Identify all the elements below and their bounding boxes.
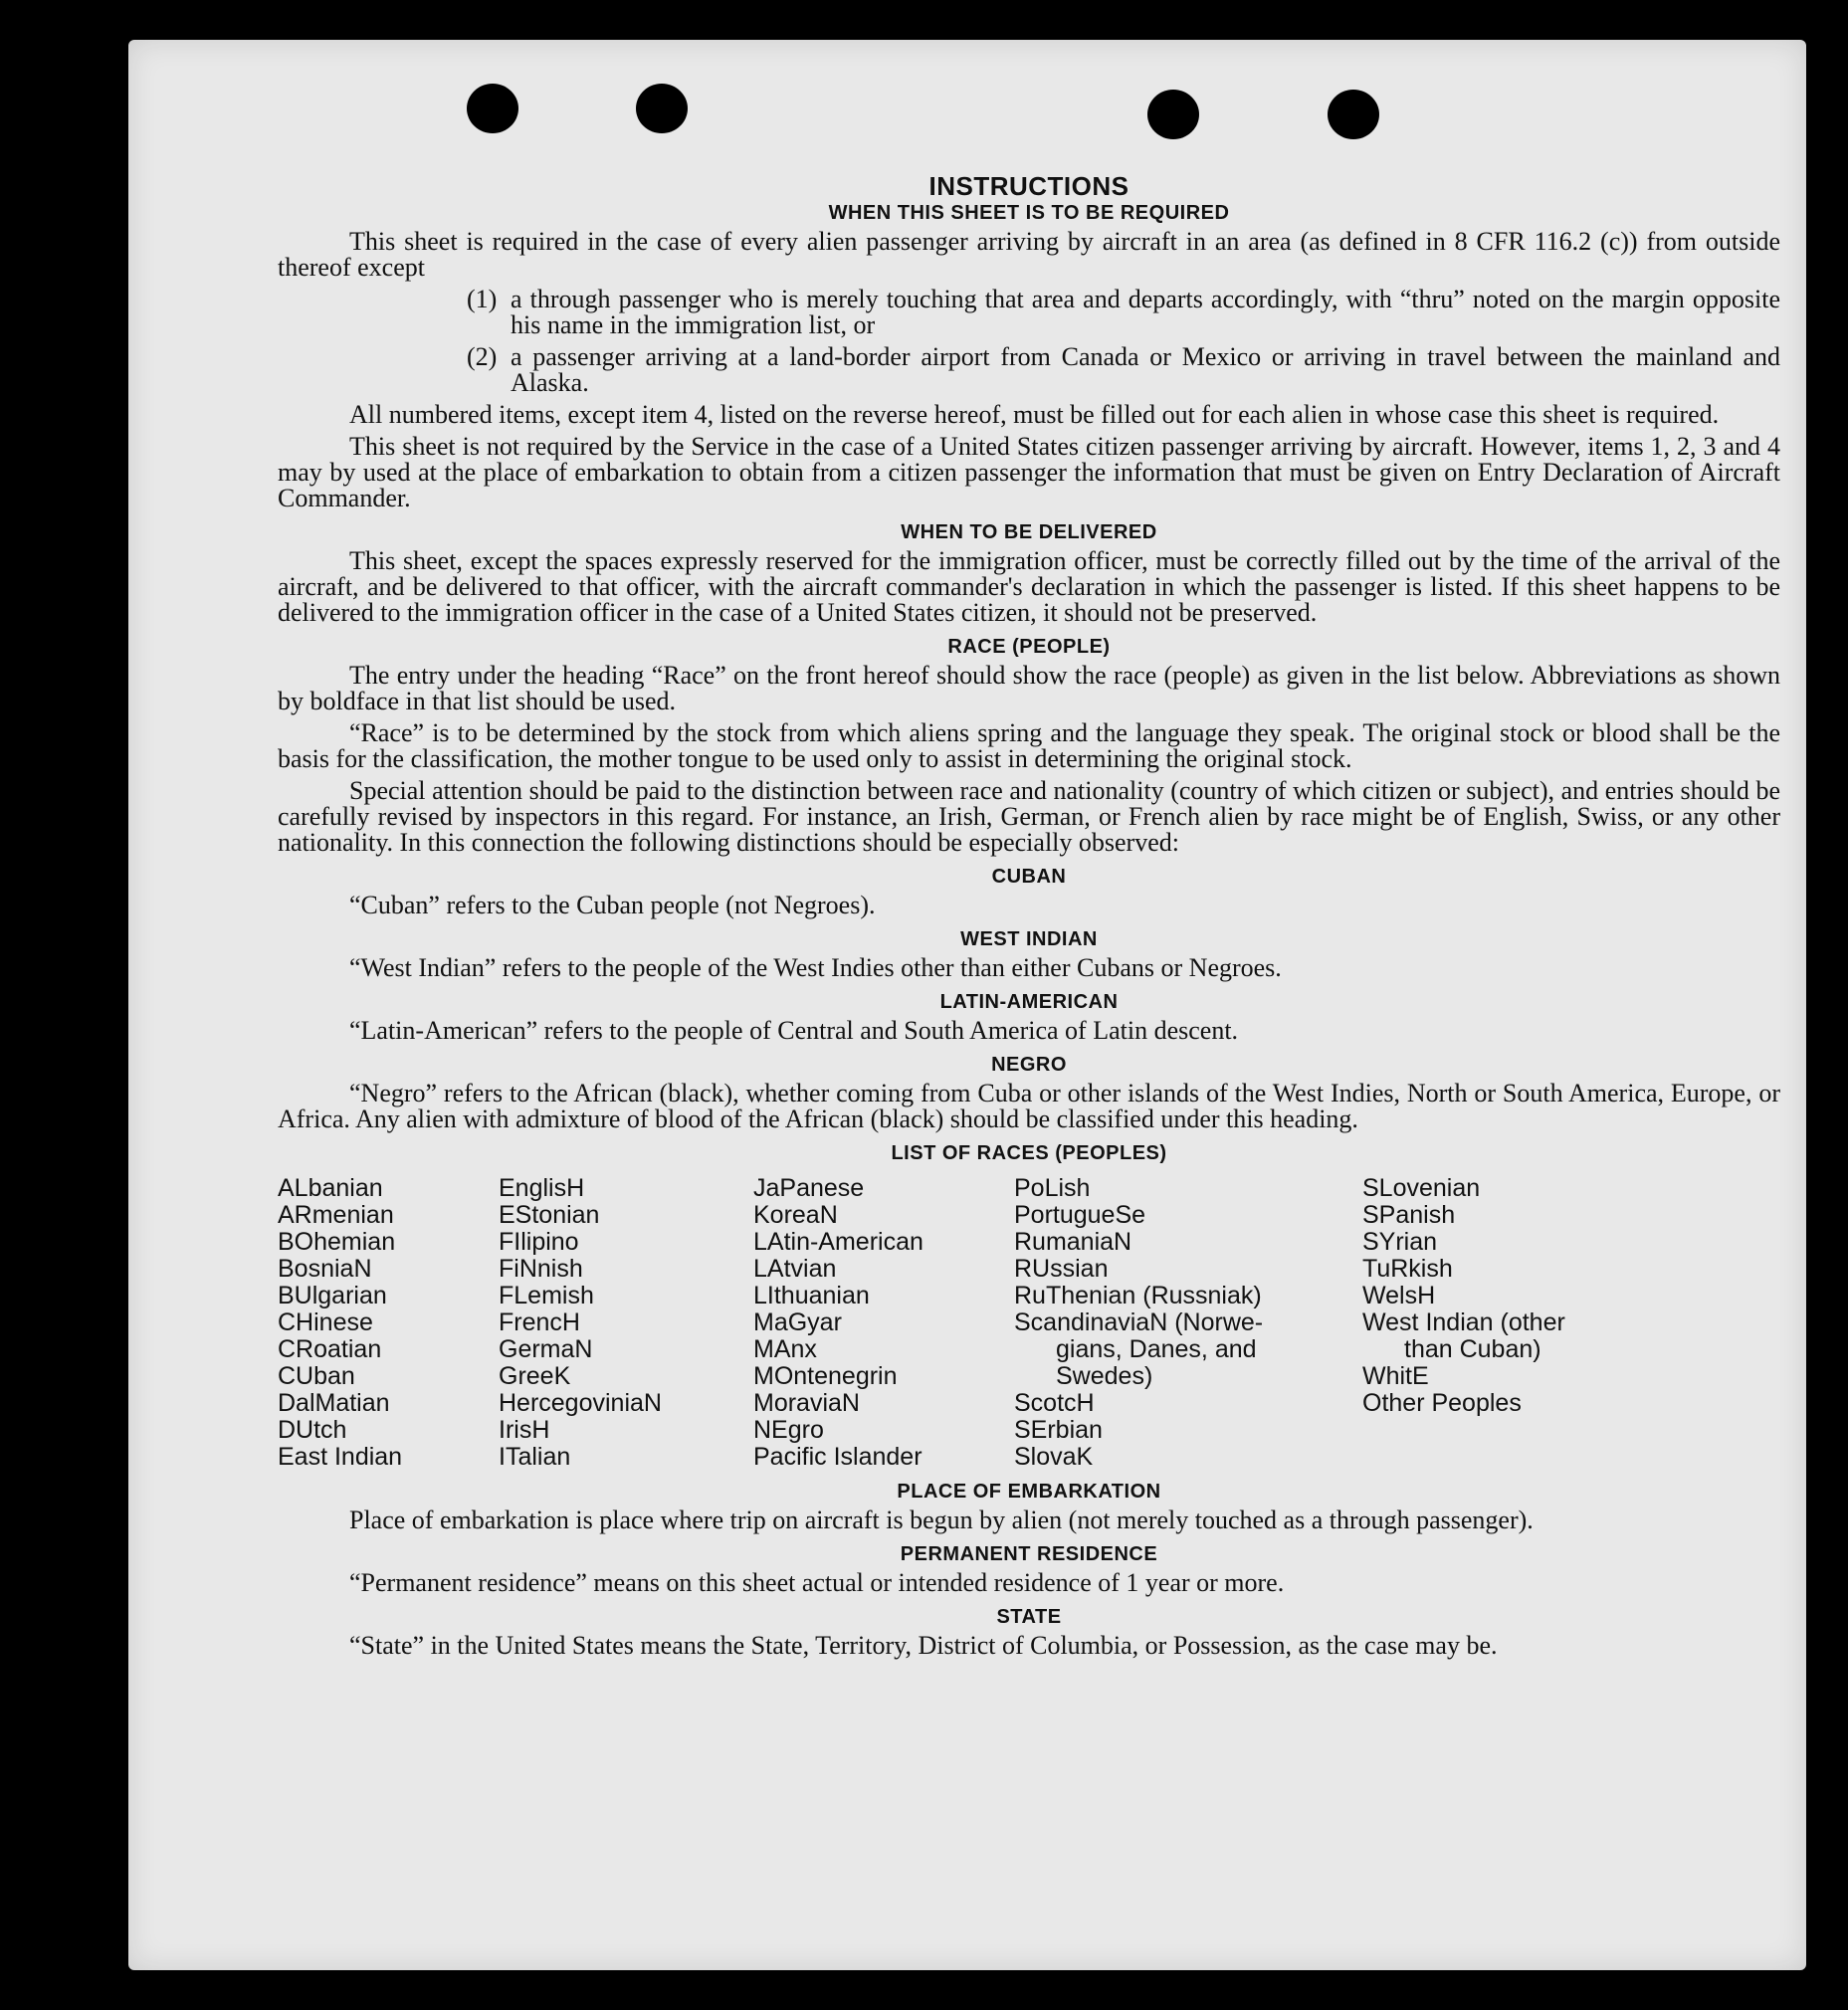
race-entry: WelsH bbox=[1362, 1282, 1436, 1309]
race-entry: than Cuban) bbox=[1404, 1335, 1541, 1363]
race-entry: MAnx bbox=[753, 1335, 817, 1363]
race-entry: SLovenian bbox=[1362, 1174, 1481, 1202]
race-entry: Other Peoples bbox=[1362, 1389, 1522, 1417]
instructions-title: INSTRUCTIONS bbox=[928, 171, 1129, 201]
latin-american-text: “Latin-American” refers to the people of Central and South America of Latin descent. bbox=[349, 1016, 1239, 1045]
west-indian-text: “West Indian” refers to the people of the West Indies other than either Cubans or Negroes. bbox=[349, 953, 1282, 982]
race-entry: RumaniaN bbox=[1014, 1228, 1132, 1256]
race-entry: BUlgarian bbox=[278, 1282, 387, 1309]
when-delivered-text: This sheet, except the spaces expressly reserved for the immigration officer, must be correctly filled out by the time of the arrival of the aircraft, and be delivered to that officer, with the aircraft commander's declaration in which the passenger is listed. If this sheet happens to be delivered to the immigration officer in the case of a United States citizen, it should not be preserved. bbox=[278, 546, 1780, 627]
exception-item: (1) a through passenger who is merely touching that area and departs accordingly, with “thru” noted on the margin opposite his name in the immigration list, or bbox=[467, 285, 1780, 339]
race-entry: SErbian bbox=[1014, 1416, 1103, 1444]
races-column bbox=[499, 1175, 753, 1471]
permanent-residence-heading: PERMANENT RESIDENCE bbox=[900, 1543, 1158, 1565]
race-entry: West Indian (other bbox=[1362, 1308, 1565, 1336]
races-column bbox=[1362, 1175, 1651, 1471]
place-of-embarkation-text: Place of embarkation is place where trip on aircraft is begun by alien (not merely touched as a through passenger). bbox=[349, 1506, 1534, 1534]
numbered-items-paragraph: All numbered items, except item 4, listed on the reverse hereof, must be filled out for each alien in whose case this sheet is required. bbox=[349, 400, 1720, 429]
race-entry: GreeK bbox=[499, 1362, 571, 1390]
race-entry: FiNnish bbox=[499, 1255, 583, 1283]
negro-text: “Negro” refers to the African (black), whether coming from Cuba or other islands of the West Indies, North or South America, Europe, or Africa. Any alien with admixture of blood of the African (black) should be classified under this heading. bbox=[278, 1079, 1780, 1133]
race-entry: gians, Danes, and bbox=[1056, 1335, 1257, 1363]
exception-item: (2) a passenger arriving at a land-border airport from Canada or Mexico or arriving in travel between the mainland and Alaska. bbox=[467, 342, 1780, 397]
race-entry: DUtch bbox=[278, 1416, 347, 1444]
race-heading: RACE (PEOPLE) bbox=[947, 636, 1111, 658]
citizen-paragraph: This sheet is not required by the Service in the case of a United States citizen passenger arriving by aircraft. However, items 1, 2, 3 and 4 may by used at the place of embarkation to obtain from a citizen passenger the information that must be given on Entry Declaration of Aircraft Commander. bbox=[278, 432, 1780, 512]
race-paragraph-1: The entry under the heading “Race” on the front hereof should show the race (people) as given in the list below. Abbreviations as shown by boldface in that list should be used. bbox=[278, 661, 1780, 715]
race-entry: MaGyar bbox=[753, 1308, 842, 1336]
race-paragraph-3: Special attention should be paid to the distinction between race and nationality (country of which citizen or subject), and entries should be carefully revised by inspectors in this regard. For instance, an Irish, German, or French alien by race might be of English, Swiss, or any other nationality. In this connection the following distinctions should be especially observed: bbox=[278, 776, 1780, 857]
state-heading: STATE bbox=[996, 1606, 1062, 1628]
race-entry: ScandinaviaN (Norwe- bbox=[1014, 1308, 1264, 1336]
negro-heading: NEGRO bbox=[991, 1054, 1067, 1076]
race-entry: FLemish bbox=[499, 1282, 594, 1309]
race-entry: CUban bbox=[278, 1362, 355, 1390]
race-entry: PortugueSe bbox=[1014, 1201, 1146, 1229]
races-column bbox=[753, 1175, 1014, 1471]
permanent-residence-text: “Permanent residence” means on this sheet actual or intended residence of 1 year or more. bbox=[349, 1568, 1285, 1597]
race-entry: CRoatian bbox=[278, 1335, 382, 1363]
race-entry: MoraviaN bbox=[753, 1389, 860, 1417]
race-entry: Pacific Islander bbox=[753, 1443, 923, 1471]
cuban-heading: CUBAN bbox=[991, 866, 1067, 888]
race-entry: FrencH bbox=[499, 1308, 580, 1336]
cuban-text: “Cuban” refers to the Cuban people (not Negroes). bbox=[349, 891, 876, 919]
races-list bbox=[278, 1175, 1780, 1471]
instructions-content bbox=[278, 129, 1780, 1659]
race-entry: IrisH bbox=[499, 1416, 550, 1444]
race-entry: East Indian bbox=[278, 1443, 403, 1471]
state-text: “State” in the United States means the State, Territory, District of Columbia, or Possession, as the case may be. bbox=[349, 1631, 1498, 1660]
races-column bbox=[1014, 1175, 1362, 1471]
race-entry: LAtvian bbox=[753, 1255, 837, 1283]
race-entry: ScotcH bbox=[1014, 1389, 1095, 1417]
race-entry: NEgro bbox=[753, 1416, 824, 1444]
race-entry: MOntenegrin bbox=[753, 1362, 898, 1390]
race-entry: KoreaN bbox=[753, 1201, 838, 1229]
punch-hole bbox=[467, 84, 518, 133]
race-entry: RUssian bbox=[1014, 1255, 1109, 1283]
document-page bbox=[128, 40, 1806, 1970]
latin-american-heading: LATIN-AMERICAN bbox=[939, 991, 1119, 1013]
when-required-intro: This sheet is required in the case of every alien passenger arriving by aircraft in an area (as defined in 8 CFR 116.2 (c)) from outside thereof except bbox=[278, 227, 1780, 282]
punch-hole bbox=[636, 84, 688, 133]
race-entry: BosniaN bbox=[278, 1255, 372, 1283]
race-entry: SPanish bbox=[1362, 1201, 1456, 1229]
west-indian-heading: WEST INDIAN bbox=[960, 928, 1098, 950]
race-entry: ALbanian bbox=[278, 1174, 383, 1202]
race-entry: DalMatian bbox=[278, 1389, 390, 1417]
race-entry: Swedes) bbox=[1056, 1362, 1153, 1390]
race-entry: LAtin-American bbox=[753, 1228, 924, 1256]
place-of-embarkation-heading: PLACE OF EMBARKATION bbox=[897, 1481, 1161, 1503]
race-entry: SlovaK bbox=[1014, 1443, 1094, 1471]
race-entry: TuRkish bbox=[1362, 1255, 1453, 1283]
race-paragraph-2: “Race” is to be determined by the stock from which aliens spring and the language they speak. The original stock or blood shall be the basis for the classification, the mother tongue to be used only to assist in determining the original stock. bbox=[278, 718, 1780, 773]
race-entry: EnglisH bbox=[499, 1174, 585, 1202]
exceptions-list bbox=[278, 287, 1780, 396]
race-entry: LIthuanian bbox=[753, 1282, 870, 1309]
race-entry: RuThenian (Russniak) bbox=[1014, 1282, 1262, 1309]
race-entry: PoLish bbox=[1014, 1174, 1091, 1202]
race-entry: GermaN bbox=[499, 1335, 593, 1363]
race-entry: JaPanese bbox=[753, 1174, 865, 1202]
race-entry: HercegoviniaN bbox=[499, 1389, 662, 1417]
when-delivered-heading: WHEN TO BE DELIVERED bbox=[901, 521, 1157, 543]
race-entry: FIlipino bbox=[499, 1228, 579, 1256]
race-entry: CHinese bbox=[278, 1308, 373, 1336]
race-entry: BOhemian bbox=[278, 1228, 396, 1256]
list-of-races-heading: LIST OF RACES (PEOPLES) bbox=[891, 1142, 1167, 1164]
race-entry: ITalian bbox=[499, 1443, 571, 1471]
race-entry: SYrian bbox=[1362, 1228, 1438, 1256]
races-column bbox=[278, 1175, 499, 1471]
race-entry: ARmenian bbox=[278, 1201, 394, 1229]
race-entry: EStonian bbox=[499, 1201, 600, 1229]
race-entry: WhitE bbox=[1362, 1362, 1429, 1390]
when-required-heading: WHEN THIS SHEET IS TO BE REQUIRED bbox=[828, 202, 1230, 224]
